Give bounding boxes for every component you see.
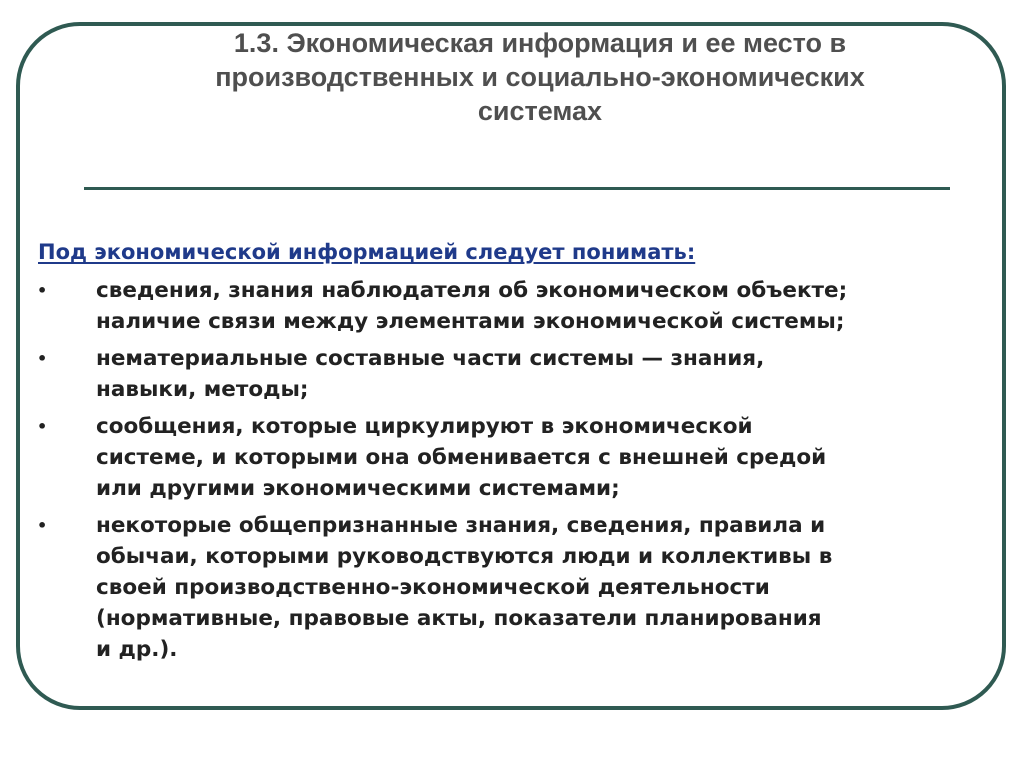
list-item-line: обычаи, которыми руководствуются люди и коллективы в bbox=[96, 544, 833, 569]
definition-list bbox=[0, 275, 847, 671]
title-line-1: 1.3. Экономическая информация и ее место в bbox=[233, 28, 847, 58]
list-item-line: или другими экономическими системами; bbox=[96, 476, 620, 501]
bullet-icon: • bbox=[37, 417, 48, 436]
list-item-line: сведения, знания наблюдателя об экономическом объекте; bbox=[96, 278, 848, 303]
bullet-icon: • bbox=[37, 349, 48, 368]
list-item-line: и др.). bbox=[96, 637, 178, 662]
list-item-line: наличие связи между элементами экономической системы; bbox=[96, 309, 845, 334]
bullet-icon: • bbox=[37, 281, 48, 300]
list-item bbox=[0, 343, 847, 405]
list-item-line: навыки, методы; bbox=[96, 377, 309, 402]
list-item-line: (нормативные, правовые акты, показатели планирования bbox=[96, 606, 822, 631]
slide-title bbox=[120, 26, 960, 128]
title-divider bbox=[84, 187, 950, 190]
list-item-line: сообщения, которые циркулируют в экономической bbox=[96, 414, 753, 439]
list-item-line: нематериальные составные части системы — знания, bbox=[96, 346, 765, 371]
list-item-line: своей производственно-экономической деятельности bbox=[96, 575, 770, 600]
intro-heading: Под экономической информацией следует понимать: bbox=[38, 240, 696, 264]
list-item-line: системе, и которыми она обменивается с внешней средой bbox=[96, 445, 827, 470]
list-item-line: некоторые общепризнанные знания, сведения, правила и bbox=[96, 513, 826, 538]
list-item bbox=[0, 411, 847, 504]
title-line-3: системах bbox=[477, 96, 603, 126]
bullet-icon: • bbox=[37, 516, 48, 535]
list-item bbox=[0, 275, 847, 337]
title-line-2: производственных и социально-экономических bbox=[215, 62, 865, 92]
list-item bbox=[0, 510, 847, 665]
